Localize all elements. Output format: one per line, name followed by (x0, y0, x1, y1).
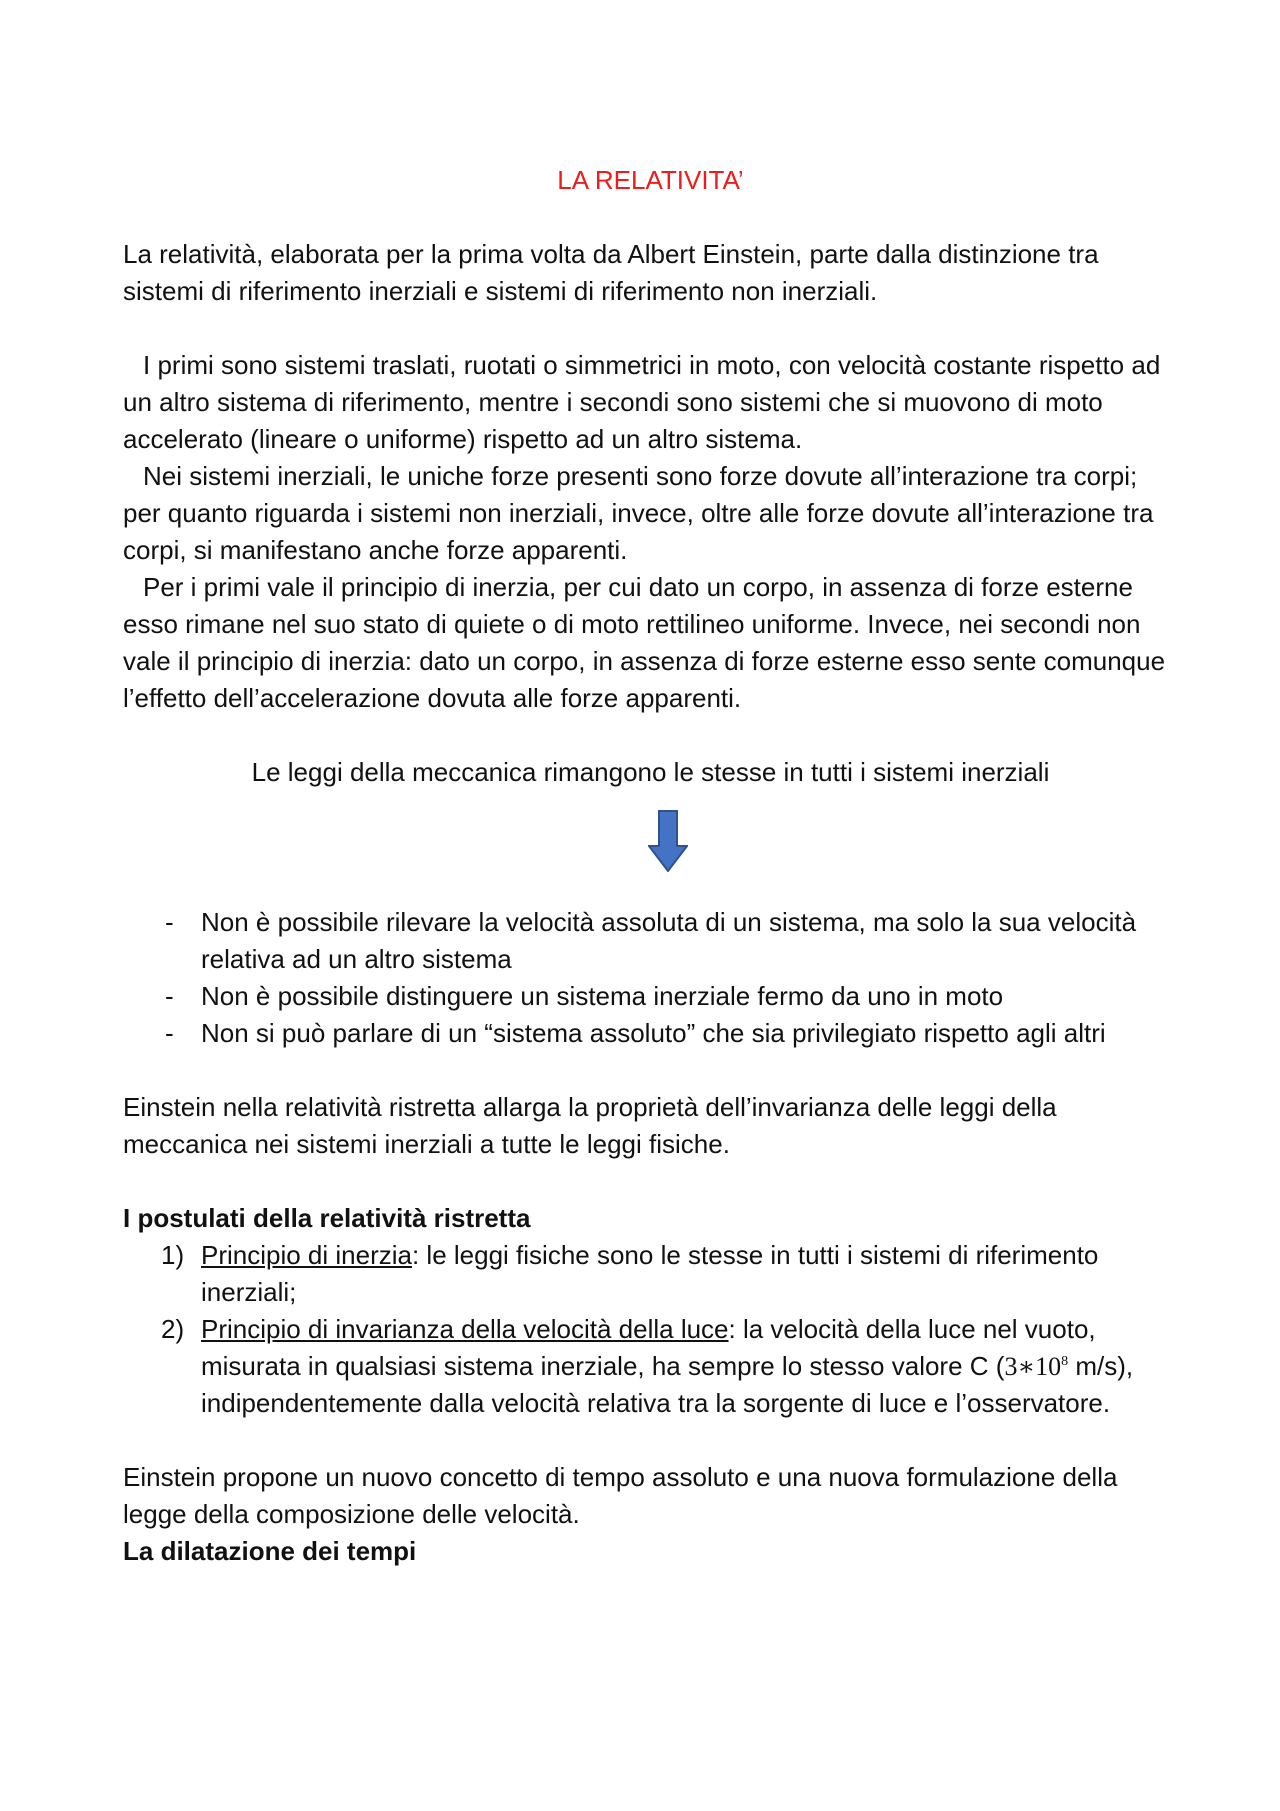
list-dash-marker: - (165, 1018, 174, 1048)
postulate-item (123, 1311, 1178, 1422)
intro-paragraph: La relatività, elaborata per la prima volta da Albert Einstein, parte dalla distinzione tra sistemi di riferimento inerziali e sistemi di riferimento non inerziali. (123, 239, 1099, 306)
einstein-time-paragraph: Einstein propone un nuovo concetto di tempo assoluto e una nuova formulazione della legge della composizione delle velocità. (123, 1462, 1118, 1529)
postulate-term: Principio di inerzia (201, 1240, 412, 1270)
inertial-definition-paragraph: I primi sono sistemi traslati, ruotati o simmetrici in moto, con velocità costante rispetto ad un altro sistema di riferimento, mentre i secondi sono sistemi che si muovono di moto accelerato (lineare o uniforme) rispetto ad un altro sistema. (123, 350, 1161, 454)
document-content (123, 162, 1178, 1570)
formula-exponent: 8 (1061, 1354, 1069, 1369)
page-title: LA RELATIVITA’ (557, 165, 744, 195)
list-dash-marker: - (165, 907, 174, 937)
postulate-term: Principio di invarianza della velocità della luce (201, 1314, 729, 1344)
formula-base (1004, 1352, 1068, 1381)
list-dash-marker: - (165, 981, 174, 1011)
paragraph-spacer (123, 310, 1178, 347)
list-item (123, 904, 1178, 978)
section-heading: La dilatazione dei tempi (123, 1536, 417, 1566)
paragraph-spacer (123, 1422, 1178, 1459)
down-arrow-shape (649, 811, 687, 871)
postulate-text: : la velocità della luce nel vuoto, misurata in qualsiasi sistema inerziale, ha sempre lo stesso valore C (201, 1314, 1096, 1381)
list-item-text: Non si può parlare di un “sistema assoluto” che sia privilegiato rispetto agli altri (201, 1018, 1106, 1048)
postulate-number: 2) (161, 1314, 185, 1344)
einstein-extension-paragraph: Einstein nella relatività ristretta allarga la proprietà dell’invarianza delle leggi della meccanica nei sistemi inerziali a tutte le leggi fisiche. (123, 1092, 1057, 1159)
postulates-heading: I postulati della relatività ristretta (123, 1203, 531, 1233)
down-arrow-icon (648, 810, 688, 872)
list-item (123, 978, 1178, 1015)
postulate-number: 1) (161, 1240, 185, 1270)
paragraph-spacer (123, 717, 1178, 754)
postulate-text: : le leggi fisiche sono le stesse in tutti i sistemi di riferimento inerziali; (201, 1240, 1099, 1307)
consequences-list (123, 904, 1178, 1052)
postulate-item (123, 1237, 1178, 1311)
postulates-list (123, 1237, 1178, 1422)
arrow-container (123, 810, 1178, 880)
inertia-principle-paragraph: Per i primi vale il principio di inerzia, per cui dato un corpo, in assenza di forze esterne esso rimane nel suo stato di quiete o di moto rettilineo uniforme. Invece, nei secondi non vale il principio di inerzia: dato un corpo, in assenza di forze esterne esso sente comunque l’effetto dell’accelerazione dovuta alle forze apparenti. (123, 572, 1166, 713)
list-item-text: Non è possibile distinguere un sistema inerziale fermo da uno in moto (201, 981, 1004, 1011)
centered-statement: Le leggi della meccanica rimangono le stesse in tutti i sistemi inerziali (251, 757, 1050, 787)
list-item (123, 1015, 1178, 1052)
formula-open-paren: ( (995, 1351, 1005, 1381)
paragraph-spacer (123, 1052, 1178, 1089)
formula-base-value: 3∗10 (1004, 1352, 1062, 1381)
list-item-text: Non è possibile rilevare la velocità assoluta di un sistema, ma solo la sua velocità relativa ad un altro sistema (201, 907, 1137, 974)
formula-unit-text: m/s), indipendentemente dalla velocità relativa tra la sorgente di luce e l’osservatore. (201, 1351, 1134, 1418)
paragraph-spacer (123, 1163, 1178, 1200)
forces-paragraph: Nei sistemi inerziali, le uniche forze presenti sono forze dovute all’interazione tra corpi; per quanto riguarda i sistemi non inerziali, invece, oltre alle forze dovute all’interazione tra corpi, si manifestano anche forze apparenti. (123, 461, 1154, 565)
